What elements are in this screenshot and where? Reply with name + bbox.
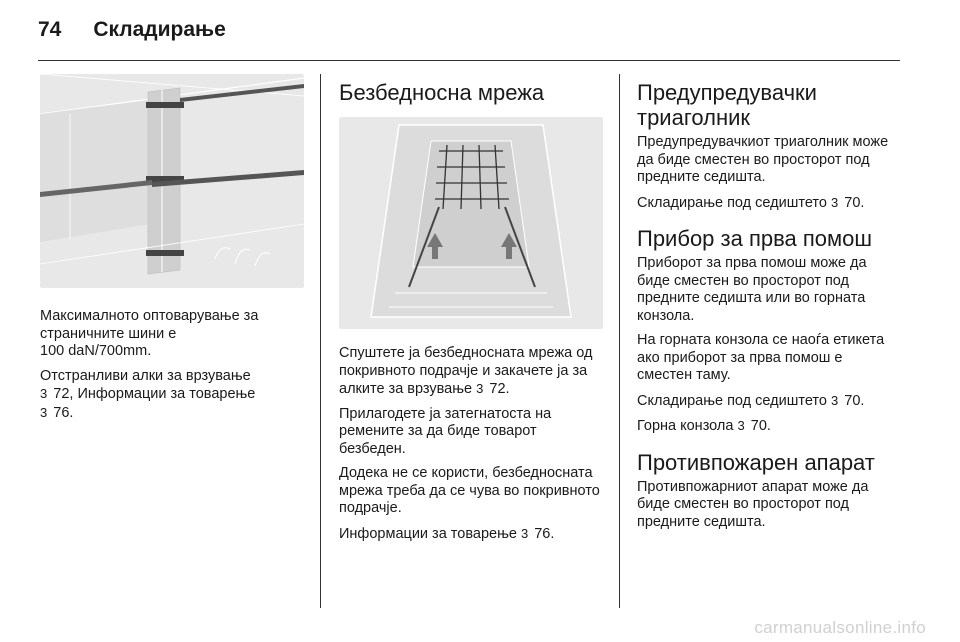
page-header [38, 18, 226, 48]
safety-net-p4-text: Информации за товарење [339, 525, 517, 542]
fire-extinguisher-paragraph-1: Противпожарниот апарат може да биде сместен во просторот под предните седишта. [637, 478, 869, 530]
first-aid-paragraph-1: Приборот за прва помош може да биде сместен во просторот под предните седишта или во горната конзола. [637, 255, 867, 324]
page-ref-arrow-icon: 3 [830, 194, 839, 210]
page-number: 74 [38, 18, 62, 41]
fire-extinguisher-heading: Противпожарен апарат [637, 449, 875, 475]
first-aid-paragraph-4 [637, 417, 901, 436]
page-ref-link[interactable]: 70. [844, 194, 865, 211]
page-ref-link[interactable]: 72. [489, 381, 510, 397]
page-ref-link[interactable]: 76. [534, 525, 555, 542]
safety-net-p1-text: Спуштете ја безбедносната мрежа од покривното подрачје и закачете ја за алките за врзување [339, 345, 593, 397]
page-ref-arrow-icon: 3 [40, 386, 48, 401]
page-ref-arrow-icon: 3 [520, 525, 529, 541]
safety-net-paragraph-1 [339, 345, 603, 399]
tie-down-rings-text: Отстранливи алки за врзување [40, 367, 251, 384]
page-ref-arrow-icon: 3 [40, 404, 48, 420]
watermark: carmanualsonline.info [754, 618, 926, 637]
page-ref-link[interactable]: 70. [750, 418, 771, 434]
safety-net-paragraph-2: Прилагодете ја затегнатоста на ремените за да биде товарот безбеден. [339, 405, 552, 457]
page-ref-link[interactable]: 76. [53, 404, 74, 421]
column-2 [339, 74, 603, 543]
header-rule [38, 60, 900, 61]
safety-net-paragraph-4 [339, 525, 603, 544]
warning-triangle-heading: Предупредувачки триаголник [637, 80, 817, 130]
warning-triangle-paragraph-2 [637, 194, 901, 213]
safety-net-heading: Безбедносна мрежа [339, 80, 545, 105]
first-aid-kit-heading: Прибор за прва помош [637, 226, 873, 251]
chapter-title: Складирање [93, 18, 226, 41]
first-aid-paragraph-2: На горната конзола се наоѓа етикета ако приборот за прва помош е сместен таму. [637, 332, 885, 383]
page-ref-link[interactable]: 72, Информации за товарење [53, 386, 256, 402]
page-ref-arrow-icon: 3 [737, 418, 745, 433]
figure-caption-line-1: Максималното оптоварување за страничните шини е [40, 308, 259, 342]
column-3 [637, 74, 901, 531]
column-divider-1 [320, 74, 321, 608]
side-rail-illustration [40, 74, 304, 288]
page-ref-arrow-icon: 3 [476, 381, 484, 396]
safety-net-paragraph-3: Додека не се користи, безбедносната мрежа треба да се чува во покривното подрачје. [339, 465, 600, 516]
page-ref-arrow-icon: 3 [830, 392, 839, 408]
figure-caption-line-2: 100 daN/700mm. [40, 343, 152, 359]
first-aid-p4-text: Горна конзола [637, 418, 734, 434]
first-aid-paragraph-3 [637, 392, 901, 411]
warning-triangle-paragraph-1: Предупредувачкиот триаголник може да биде сместен во просторот под предните седишта. [637, 134, 889, 185]
safety-net-illustration [339, 117, 603, 329]
warning-triangle-p2-text: Складирање под седиштето [637, 194, 827, 211]
column-1 [40, 74, 304, 422]
first-aid-p3-text: Складирање под седиштето [637, 392, 827, 409]
tie-down-rings-reference [40, 368, 304, 423]
page-ref-link[interactable]: 70. [844, 392, 865, 409]
column-divider-2 [619, 74, 620, 608]
